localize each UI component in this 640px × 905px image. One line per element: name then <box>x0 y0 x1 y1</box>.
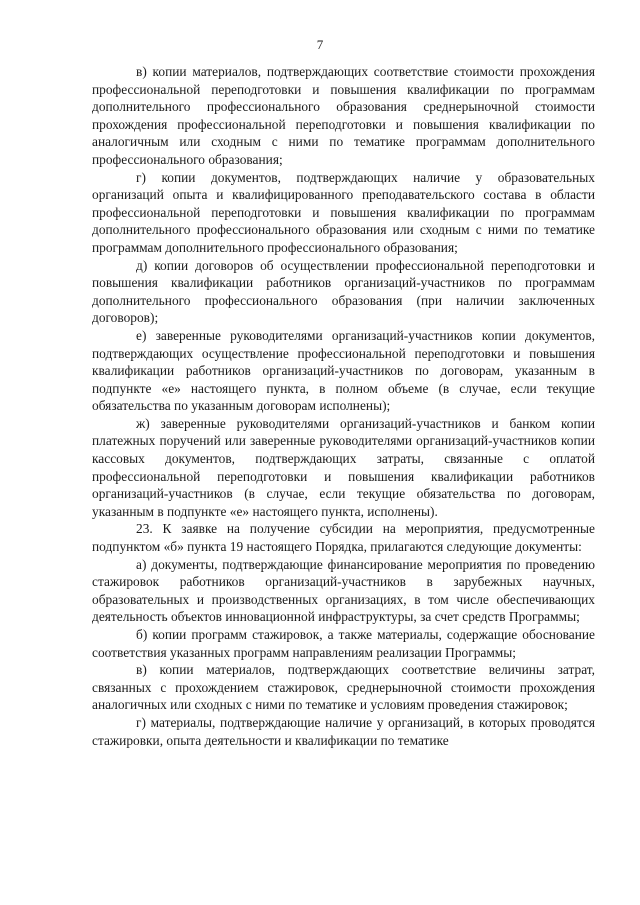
paragraph-g-internship-organizations: г) материалы, подтверждающие наличие у организаций, в которых проводятся стажировки, опыта деятельности и квалификации по тематике <box>92 714 595 748</box>
document-body <box>92 63 595 749</box>
paragraph-v-materials-cost: в) копии материалов, подтверждающих соответствие стоимости прохождения профессиональной переподготовки и повышения квалификации по программам дополнительного профессионального образования среднерыночной стоимости прохождения профессиональной переподготовки и повышения квалификации по аналогичным или сходным с ними по тематике программам дополнительного профессионального образования; <box>92 64 595 167</box>
paragraph-zh-payment-orders: ж) заверенные руководителями организаций-участников и банком копии платежных поручений или заверенные руководителями организаций-участников копии кассовых документов, подтверждающих затраты, связанные с оплатой профессиональной переподготовки и повышения квалификации работников организаций-участников (в случае, если текущие обязательства по договорам, указанным в подпункте «е» настоящего пункта, исполнены). <box>92 415 595 519</box>
paragraph-23-application: 23. К заявке на получение субсидии на мероприятия, предусмотренные подпунктом «б» пункта 19 настоящего Порядка, прилагаются следующие документы: <box>92 521 595 555</box>
paragraph-a-financing-documents: а) документы, подтверждающие финансирование мероприятия по проведению стажировок работников организаций-участников в зарубежных научных, образовательных и производственных организациях, в том числе обеспечивающих деятельность объектов инновационной инфраструктуры, за счет средств Программы; <box>92 556 595 625</box>
paragraph-g-documents-experience: г) копии документов, подтверждающих наличие у образовательных организаций опыта и квалифицированного преподавательского состава в области профессиональной переподготовки и повышения квалификации по программам дополнительного профессионального образования или сходным с ними по тематике программам дополнительного профессионального образования; <box>92 169 595 255</box>
paragraph-e-certified-copies: е) заверенные руководителями организаций-участников копии документов, подтверждающих осуществление профессиональной переподготовки и повышения квалификации работников организаций-участников по договорам, указанным в подпункте «е» настоящего пункта, в полном объеме (в случае, если текущие обязательства по указанным договорам исполнены); <box>92 327 595 414</box>
page-number: 7 <box>316 37 324 52</box>
paragraph-b-internship-programs: б) копии программ стажировок, а также материалы, содержащие обоснование соответствия указанных программ направлениям реализации Программы; <box>92 627 595 660</box>
paragraph-v-internship-costs: в) копии материалов, подтверждающих соответствие величины затрат, связанных с прохождением стажировок, среднерыночной стоимости прохождения аналогичных или сходных с ними по тематике и условиям проведения стажировок; <box>92 662 595 713</box>
paragraph-d-contracts: д) копии договоров об осуществлении профессиональной переподготовки и повышения квалификации работников организаций-участников по программам дополнительного профессионального образования (при наличии заключенных договоров); <box>92 257 595 326</box>
